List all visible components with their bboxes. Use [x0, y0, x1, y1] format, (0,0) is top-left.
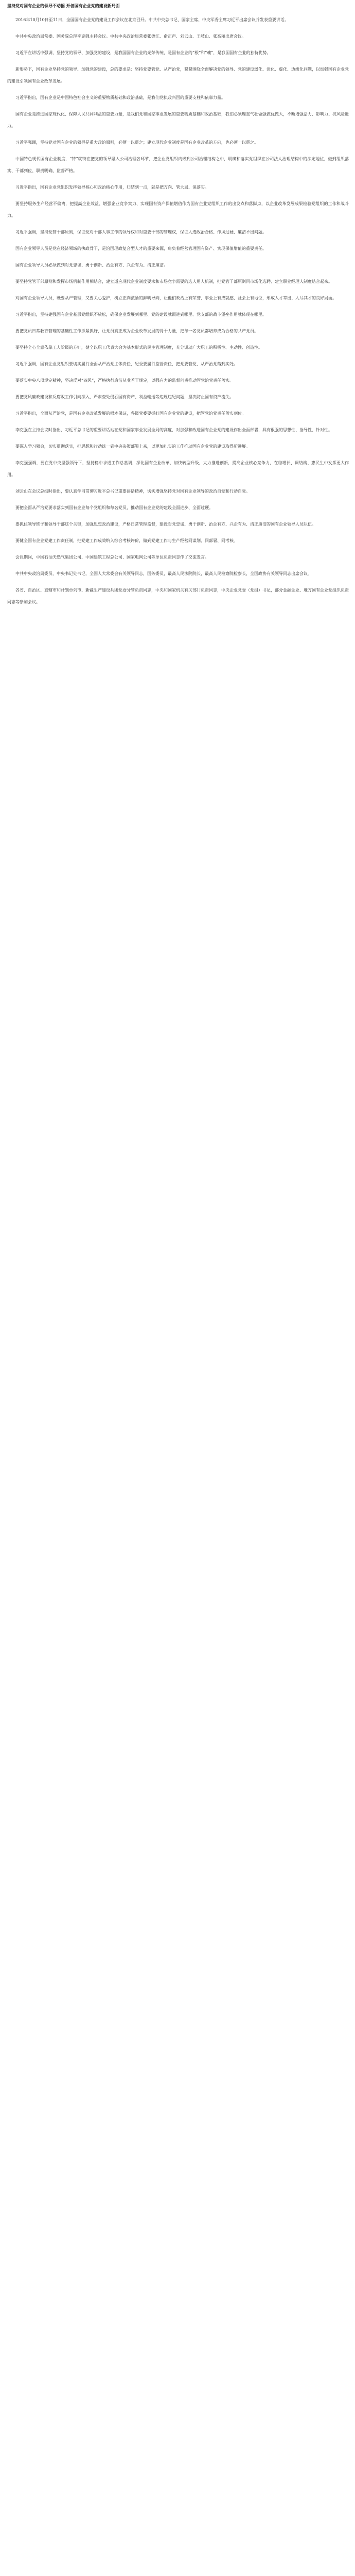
article-paragraph: 中共中央政治局常委、国务院总理李克强主持会议。中共中央政治局常委张德江、俞正声、刘云山、王岐山、张高丽出席会议。 [15, 34, 246, 39]
article-paragraph: 要把全面从严治党要求落实到国有企业每个党组织和每名党员，推动国有企业党的建设全面进步、全面过硬。 [15, 505, 213, 510]
article-paragraph: 会议期间，中国石油天然气集团公司、中国建筑工程总公司、国家电网公司等单位负责同志作了交流发言。 [15, 555, 209, 560]
article-paragraph: 要把党员日常教育管理的基础性工作抓紧抓好，让党员真正成为企业改革发展的骨干力量，把每一名党员都培养成为合格的共产党员。 [15, 329, 258, 333]
article-paragraph: 新形势下，国有企业坚持党的领导、加强党的建设，总的要求是：坚持党要管党、从严治党，紧紧围绕全面解决党的领导、党的建设弱化、淡化、虚化、边缘化问题，以加强国有企业党的建设引领国有企业改革发展。 [7, 67, 349, 83]
article-paragraph: 习近平指出，国有企业党组织发挥领导核心和政治核心作用，归结到一点，就是把方向、管大局、保落实。 [15, 185, 209, 190]
article-paragraph: 要深入学习领会，切实贯彻落实，把思想和行动统一到中央决策部署上来，以更加扎实的工作推动国有企业党的建设取得新进展。 [15, 444, 250, 449]
article-paragraph: 习近平指出，国有企业是中国特色社会主义的重要物质基础和政治基础，是我们党执政兴国的重要支柱和依靠力量。 [15, 95, 225, 100]
article-paragraph: 国有企业领导人员是党在经济领域的执政骨干，是治国理政复合型人才的重要来源，肩负着经营管理国有资产、实现保值增值的重要责任。 [15, 246, 267, 251]
article-paragraph: 要坚持全心全意依靠工人阶级的方针，健全以职工代表大会为基本形式的民主管理制度，充分调动广大职工的积极性、主动性、创造性。 [15, 345, 262, 350]
article-paragraph: 各省、自治区、直辖市和计划单列市、新疆生产建设兵团党委分管负责同志，中央和国家机关有关部门负责同志，中央企业党委（党组）书记，部分金融企业、地方国有企业党组织负责同志等参加会议。 [7, 588, 349, 604]
article-paragraph: 习近平强调，坚持党对国有企业的领导是重大政治原则，必须一以贯之；建立现代企业制度是国有企业改革的方向，也必须一以贯之。 [15, 140, 258, 145]
article-paragraph: 要坚持服务生产经营不偏离，把提高企业效益、增强企业竞争实力、实现国有资产保值增值作为国有企业党组织工作的出发点和落脚点，以企业改革发展成果检验党组织的工作和战斗力。 [7, 201, 349, 218]
article-paragraph: 习近平指出，全面从严治党，是国有企业改革发展的根本保证，各级党委要抓好国有企业党的建设，把管党治党责任落实到位。 [15, 411, 246, 416]
article-paragraph: 李克强强调，要在党中央坚强领导下，坚持稳中求进工作总基调，深化国有企业改革，加快转型升级，大力推进创新，提高企业核心竞争力，在稳增长、调结构、惠民生中发挥更大作用。 [7, 461, 349, 477]
article-paragraph: 习近平强调，国有企业党组织要切实履行全面从严治党主体责任，纪委要履行监督责任，把党要管党、从严治党落到实处。 [15, 362, 238, 366]
article-body [7, 14, 349, 608]
article-paragraph: 国有企业是推进国家现代化、保障人民共同利益的重要力量，是我们党和国家事业发展的重要物质基础和政治基础，我们必须理直气壮做强做优做大，不断增强活力、影响力、抗风险能力。 [7, 112, 349, 128]
article-paragraph: 习近平在讲话中强调，坚持党的领导、加强党的建设，是我国国有企业的光荣传统，是国有企业的“根”和“魂”，是我国国有企业的独特优势。 [15, 50, 271, 55]
article-paragraph: 要抓住领导班子和领导干部这个关键，加强思想政治建设，严格日常管理监督，建设对党忠诚、勇于创新、治企有方、兴企有为、清正廉洁的国有企业领导人员队伍。 [15, 522, 316, 527]
article-paragraph: 中共中央政治局委员、中央书记处书记，全国人大常委会有关领导同志，国务委员，最高人民法院院长，最高人民检察院检察长，全国政协有关领导同志出席会议。 [15, 571, 312, 576]
article-paragraph: 国有企业领导人员必须做到对党忠诚、勇于创新、治企有方、兴企有为、清正廉洁。 [15, 263, 168, 267]
article-paragraph: 中国特色现代国有企业制度，“特”就特在把党的领导融入公司治理各环节，把企业党组织内嵌到公司治理结构之中，明确和落实党组织在公司法人治理结构中的法定地位，做到组织落实、干部到位、职责明确、监督严格。 [7, 157, 349, 173]
article-paragraph: 要把党风廉政建设和反腐败工作引向深入，严肃查处侵吞国有资产、利益输送等违规违纪问题，坚决防止国有资产流失。 [15, 395, 234, 399]
article-title: 坚持党对国有企业的领导不动摇 开创国有企业党的建设新局面 [7, 3, 120, 8]
article-paragraph: 要落实中央八项规定精神，坚决反对“四风”，严格执行廉洁从业若干规定，以强有力的监督问责推动管党治党责任落实。 [15, 378, 234, 383]
article-paragraph: 习近平强调，坚持党管干部原则，保证党对干部人事工作的领导权和对重要干部的管理权，保证人选政治合格、作风过硬、廉洁不出问题。 [15, 230, 267, 234]
article-paragraph: 对国有企业领导人员，既要从严管理，又要关心爱护，树立正向激励的鲜明导向，让他们政治上有荣誉、事业上有成就感、社会上有地位，形成人才辈出、人尽其才的良好局面。 [15, 296, 336, 300]
article-paragraph: 李克强在主持会议时指出，习近平总书记的重要讲话站在党和国家事业发展全局的高度，对加强和改进国有企业党的建设作出全面部署，具有很强的思想性、指导性、针对性。 [15, 428, 332, 432]
article-paragraph: 要健全国有企业党建工作责任制，把党建工作成效纳入综合考核评价，做到党建工作与生产经营同谋划、同部署、同考核。 [15, 538, 238, 543]
article-paragraph: 习近平指出，坚持建强国有企业基层党组织不放松，确保企业发展到哪里、党的建设就跟进到哪里、党支部的战斗堡垒作用就体现在哪里。 [15, 312, 267, 317]
article-paragraph: 刘云山在会议总结时指出，要认真学习贯彻习近平总书记重要讲话精神，切实增强坚持党对国有企业领导的政治自觉和行动自觉。 [15, 489, 250, 494]
article-paragraph: 要坚持党管干部原则和发挥市场机制作用相结合，建立适应现代企业制度要求和市场竞争需要的选人用人机制，把党管干部原则同市场化选聘、建立职业经理人制度结合起来。 [15, 279, 332, 284]
article-paragraph: 2016年10月10日至11日，全国国有企业党的建设工作会议在北京召开。中共中央总书记、国家主席、中央军委主席习近平出席会议并发表重要讲话。 [15, 18, 289, 22]
